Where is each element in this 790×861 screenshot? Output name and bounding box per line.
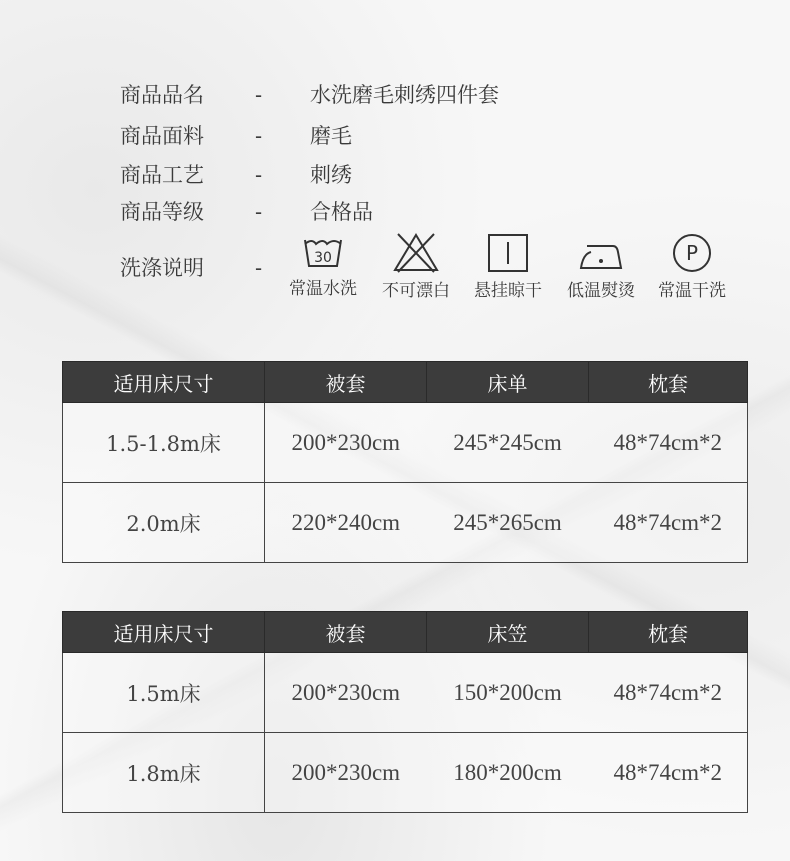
care-label: 洗涤说明 [120, 256, 204, 280]
header-duvet-cover: 被套 [265, 362, 427, 403]
info-label: 商品等级 [120, 200, 204, 224]
hang-dry-icon [486, 232, 530, 274]
cell-bed-size: 2.0m床 [63, 483, 265, 563]
info-label: 商品面料 [120, 124, 204, 148]
care-instructions [0, 232, 790, 312]
info-row-name [0, 79, 790, 111]
cell-pillowcase: 48*74cm*2 [589, 653, 748, 733]
header-duvet-cover: 被套 [265, 612, 427, 653]
cell-bed-size: 1.8m床 [63, 733, 265, 813]
iron-low-icon [577, 232, 625, 274]
table-header-row [63, 362, 748, 403]
info-dash: - [255, 124, 263, 148]
size-table-sheet [62, 361, 748, 563]
table-row [63, 483, 748, 563]
cell-bed-sheet: 245*265cm [427, 483, 589, 563]
table-row [63, 653, 748, 733]
header-bed-size: 适用床尺寸 [63, 612, 265, 653]
header-pillowcase: 枕套 [589, 612, 748, 653]
cell-duvet-cover: 200*230cm [265, 653, 427, 733]
header-bed-size: 适用床尺寸 [63, 362, 265, 403]
cell-pillowcase: 48*74cm*2 [589, 483, 748, 563]
no-bleach-icon [392, 232, 440, 274]
info-value: 合格品 [310, 200, 373, 224]
info-dash: - [255, 200, 263, 224]
cell-bed-size: 1.5m床 [63, 653, 265, 733]
care-caption: 常温干洗 [658, 281, 726, 301]
care-symbol-dryclean [647, 232, 737, 301]
info-label: 商品品名 [120, 83, 204, 107]
info-dash: - [255, 83, 263, 107]
cell-pillowcase: 48*74cm*2 [589, 403, 748, 483]
info-dash: - [255, 163, 263, 187]
header-pillowcase: 枕套 [589, 362, 748, 403]
size-table-fitted [62, 611, 748, 813]
wash-temp-label: 30 [314, 250, 332, 266]
care-symbol-wash [278, 232, 368, 299]
table-row [63, 403, 748, 483]
info-value: 水洗磨毛刺绣四件套 [310, 83, 499, 107]
cell-pillowcase: 48*74cm*2 [589, 733, 748, 813]
care-symbol-dry [463, 232, 553, 301]
info-row-fabric [0, 120, 790, 152]
care-symbol-bleach [371, 232, 461, 301]
info-row-grade [0, 196, 790, 228]
care-caption: 悬挂晾干 [474, 281, 542, 301]
header-fitted-sheet: 床笠 [427, 612, 589, 653]
care-caption: 不可漂白 [382, 281, 450, 301]
table-row [63, 733, 748, 813]
dry-clean-p-icon [670, 232, 714, 274]
dry-clean-letter: P [685, 241, 699, 265]
cell-duvet-cover: 200*230cm [265, 733, 427, 813]
care-caption: 常温水洗 [289, 279, 357, 299]
cell-duvet-cover: 220*240cm [265, 483, 427, 563]
cell-bed-size: 1.5-1.8m床 [63, 403, 265, 483]
table-header-row [63, 612, 748, 653]
wash-30-icon [301, 232, 345, 272]
care-symbol-iron [556, 232, 646, 301]
header-bed-sheet: 床单 [427, 362, 589, 403]
care-dash: - [255, 256, 263, 280]
cell-duvet-cover: 200*230cm [265, 403, 427, 483]
cell-bed-sheet: 245*245cm [427, 403, 589, 483]
cell-fitted-sheet: 150*200cm [427, 653, 589, 733]
cell-fitted-sheet: 180*200cm [427, 733, 589, 813]
info-label: 商品工艺 [120, 163, 204, 187]
info-row-craft [0, 159, 790, 191]
info-value: 刺绣 [310, 163, 352, 187]
info-value: 磨毛 [310, 124, 352, 148]
care-caption: 低温熨烫 [567, 281, 635, 301]
